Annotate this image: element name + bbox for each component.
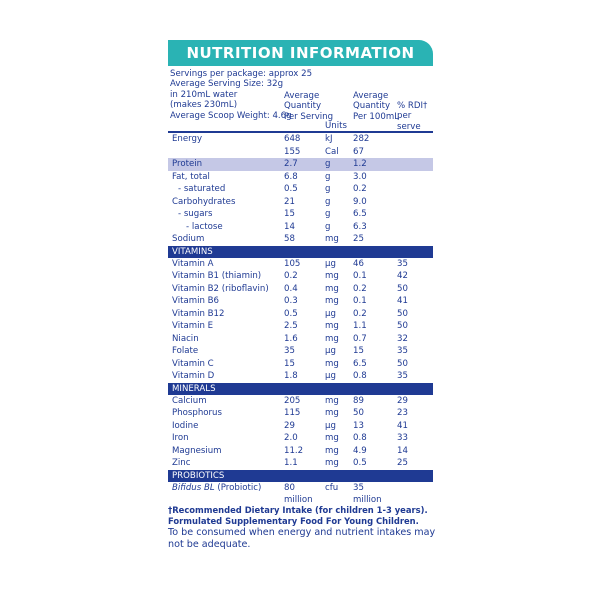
per-100ml-value: 1.1 xyxy=(353,321,367,331)
unit-value: g xyxy=(325,221,331,232)
unit-value: g xyxy=(325,159,331,169)
unit-value: mg xyxy=(325,296,339,306)
nutrient-name: Carbohydrates xyxy=(172,196,236,207)
table-row xyxy=(168,270,433,283)
table-row xyxy=(168,158,433,171)
table-row xyxy=(168,295,433,308)
unit-value: mg xyxy=(325,433,339,443)
unit-value: mg xyxy=(325,408,339,418)
rdi-value: 25 xyxy=(397,458,408,468)
probiotic-per100-unit: million xyxy=(353,495,382,505)
nutrition-panel xyxy=(168,40,433,507)
table-row xyxy=(168,233,433,246)
nutrient-name: Vitamin B6 xyxy=(172,296,220,306)
per-serving-value: 14 xyxy=(284,221,295,232)
nutrient-name: Iodine xyxy=(172,420,199,431)
unit-value: mg xyxy=(325,283,339,294)
rdi-value: 50 xyxy=(397,358,408,369)
unit-value: g xyxy=(325,209,331,219)
servings-per-package: Servings per package: approx 25 xyxy=(170,69,313,79)
table-row xyxy=(168,208,433,221)
vitamins-section xyxy=(168,258,433,383)
unit-value: µg xyxy=(325,258,336,269)
rdi-value: 33 xyxy=(397,433,408,443)
table-row xyxy=(168,146,433,159)
table-row xyxy=(168,308,433,321)
per-100ml-value: 15 xyxy=(353,346,364,356)
minerals-heading: MINERALS xyxy=(168,383,433,395)
footnote-rdi: †Recommended Dietary Intake (for children 1-3 years). xyxy=(168,505,428,515)
table-row xyxy=(168,221,433,234)
rdi-value: 41 xyxy=(397,420,408,431)
per-serving-value: 1.6 xyxy=(284,333,298,344)
per-100ml-value: 6.3 xyxy=(353,221,367,232)
table-row xyxy=(168,258,433,271)
per-100ml-value: 282 xyxy=(353,134,370,144)
rdi-value: 50 xyxy=(397,308,408,319)
per-100ml-value: 67 xyxy=(353,146,364,157)
rdi-value: 50 xyxy=(397,321,408,331)
table-row xyxy=(168,395,433,408)
unit-value: g xyxy=(325,184,331,194)
per-100ml-value: 0.2 xyxy=(353,308,367,319)
column-header-per-100ml: Average Quantity Per 100mL xyxy=(353,91,399,122)
per-serving-value: 105 xyxy=(284,258,301,269)
nutrient-name: Sodium xyxy=(172,234,205,244)
per-serving-value: 0.4 xyxy=(284,283,298,294)
nutrient-name: Energy xyxy=(172,134,203,144)
table-row xyxy=(168,370,433,383)
per-100ml-value: 1.2 xyxy=(353,159,367,169)
table-row xyxy=(168,445,433,458)
per-100ml-value: 13 xyxy=(353,420,364,431)
unit-value: mg xyxy=(325,333,339,344)
rdi-value: 29 xyxy=(397,395,408,406)
per-serving-value: 115 xyxy=(284,408,301,418)
nutrient-name: Calcium xyxy=(172,395,207,406)
per-serving-value: 58 xyxy=(284,234,295,244)
nutrient-name: - saturated xyxy=(178,184,226,194)
per-100ml-value: 3.0 xyxy=(353,171,367,182)
unit-value: mg xyxy=(325,234,339,244)
nutrient-name: Niacin xyxy=(172,333,199,344)
table-row xyxy=(168,133,433,146)
probiotics-heading: PROBIOTICS xyxy=(168,470,433,482)
serving-makes: (makes 230mL) xyxy=(170,100,238,111)
column-header-per-serving: Average Quantity Per Serving xyxy=(284,91,334,122)
per-serving-value: 6.8 xyxy=(284,171,298,182)
rdi-value: 35 xyxy=(397,346,408,356)
per-100ml-value: 6.5 xyxy=(353,358,367,369)
column-header-rdi: % RDI† per serve xyxy=(397,101,428,132)
nutrient-name: Vitamin B1 (thiamin) xyxy=(172,271,262,281)
table-row xyxy=(168,283,433,296)
unit-value: g xyxy=(325,171,331,182)
rdi-value: 23 xyxy=(397,408,408,418)
per-serving-value: 2.5 xyxy=(284,321,298,331)
probiotic-row xyxy=(168,482,433,507)
nutrient-name: - sugars xyxy=(178,209,213,219)
footnote-adequate: not be adequate. xyxy=(168,539,251,550)
per-serving-value: 11.2 xyxy=(284,445,304,456)
per-100ml-value: 9.0 xyxy=(353,196,367,207)
table-row xyxy=(168,457,433,470)
nutrient-name: Vitamin B12 xyxy=(172,308,225,319)
per-100ml-value: 4.9 xyxy=(353,445,367,456)
table-row xyxy=(168,358,433,371)
column-header-units: Units xyxy=(325,121,347,131)
per-100ml-value: 46 xyxy=(353,258,364,269)
per-serving-value: 0.5 xyxy=(284,184,298,194)
per-100ml-value: 0.2 xyxy=(353,184,367,194)
unit-value: mg xyxy=(325,358,339,369)
per-serving-value: 205 xyxy=(284,395,301,406)
footnote-consume: To be consumed when energy and nutrient intakes may xyxy=(168,527,436,538)
unit-value: mg xyxy=(325,321,339,331)
table-row xyxy=(168,183,433,196)
unit-value: mg xyxy=(325,395,339,406)
panel-title: NUTRITION INFORMATION xyxy=(168,40,433,66)
unit-value: mg xyxy=(325,271,339,281)
nutrient-name: Vitamin A xyxy=(172,258,214,269)
unit-value: Cal xyxy=(325,146,339,157)
per-serving-value: 2.7 xyxy=(284,159,298,169)
per-serving-value: 0.3 xyxy=(284,296,298,306)
unit-value: µg xyxy=(325,371,336,381)
serving-water: in 210mL water xyxy=(170,89,238,100)
minerals-section xyxy=(168,395,433,470)
per-serving-value: 15 xyxy=(284,209,295,219)
rdi-value: 50 xyxy=(397,283,408,294)
probiotic-qty: 80 xyxy=(284,482,295,493)
per-serving-value: 648 xyxy=(284,134,301,144)
nutrient-name: Phosphorus xyxy=(172,408,222,418)
per-serving-value: 1.1 xyxy=(284,458,298,468)
per-100ml-value: 50 xyxy=(353,408,364,418)
probiotic-per100: 35 xyxy=(353,482,364,493)
table-header xyxy=(168,69,433,131)
nutrients-section xyxy=(168,133,433,246)
per-serving-value: 35 xyxy=(284,346,295,356)
nutrient-name: Fat, total xyxy=(172,171,210,182)
per-100ml-value: 0.5 xyxy=(353,458,367,468)
per-serving-value: 1.8 xyxy=(284,371,298,381)
per-100ml-value: 0.8 xyxy=(353,371,367,381)
rdi-value: 14 xyxy=(397,445,408,456)
table-row xyxy=(168,345,433,358)
rdi-value: 35 xyxy=(397,258,408,269)
unit-value: mg xyxy=(325,445,339,456)
unit-value: µg xyxy=(325,346,336,356)
serving-size: Average Serving Size: 32g xyxy=(170,79,284,90)
nutrient-name: Vitamin B2 (riboflavin) xyxy=(172,283,269,294)
table-row xyxy=(168,333,433,346)
per-100ml-value: 0.1 xyxy=(353,271,367,281)
unit-value: µg xyxy=(325,420,336,431)
probiotic-name: Bifidus BL (Probiotic) xyxy=(172,482,262,493)
unit-value: µg xyxy=(325,308,336,319)
table-row xyxy=(168,407,433,420)
rdi-value: 32 xyxy=(397,333,408,344)
per-serving-value: 155 xyxy=(284,146,301,157)
per-100ml-value: 0.1 xyxy=(353,296,367,306)
per-serving-value: 2.0 xyxy=(284,433,298,443)
rdi-value: 41 xyxy=(397,296,408,306)
table-row xyxy=(168,420,433,433)
probiotic-qty-unit: million xyxy=(284,495,313,505)
per-serving-value: 15 xyxy=(284,358,295,369)
nutrient-name: Folate xyxy=(172,346,199,356)
nutrient-name: Protein xyxy=(172,159,203,169)
per-100ml-value: 0.7 xyxy=(353,333,367,344)
nutrient-name: - lactose xyxy=(186,221,223,232)
table-row xyxy=(168,196,433,209)
nutrient-name: Iron xyxy=(172,433,189,443)
nutrient-name: Vitamin C xyxy=(172,358,214,369)
table-row xyxy=(168,171,433,184)
vitamins-heading: VITAMINS xyxy=(168,246,433,258)
per-100ml-value: 89 xyxy=(353,395,364,406)
footnote-formulated: Formulated Supplementary Food For Young Children. xyxy=(168,516,419,526)
rdi-value: 35 xyxy=(397,371,408,381)
table-row xyxy=(168,320,433,333)
per-serving-value: 0.5 xyxy=(284,308,298,319)
unit-value: kJ xyxy=(325,134,333,144)
unit-value: mg xyxy=(325,458,339,468)
per-100ml-value: 0.8 xyxy=(353,433,367,443)
per-serving-value: 29 xyxy=(284,420,295,431)
table-row xyxy=(168,432,433,445)
unit-value: g xyxy=(325,196,331,207)
rdi-value: 42 xyxy=(397,271,408,281)
per-serving-value: 0.2 xyxy=(284,271,298,281)
nutrient-name: Vitamin E xyxy=(172,321,214,331)
scoop-weight: Average Scoop Weight: 4.6g xyxy=(170,110,292,121)
per-serving-value: 21 xyxy=(284,196,295,207)
probiotic-unit: cfu xyxy=(325,482,339,493)
nutrient-name: Zinc xyxy=(172,458,191,468)
per-100ml-value: 6.5 xyxy=(353,209,367,219)
nutrient-name: Vitamin D xyxy=(172,371,215,381)
per-100ml-value: 0.2 xyxy=(353,283,367,294)
footnotes xyxy=(168,505,438,551)
per-100ml-value: 25 xyxy=(353,234,364,244)
nutrient-name: Magnesium xyxy=(172,445,222,456)
